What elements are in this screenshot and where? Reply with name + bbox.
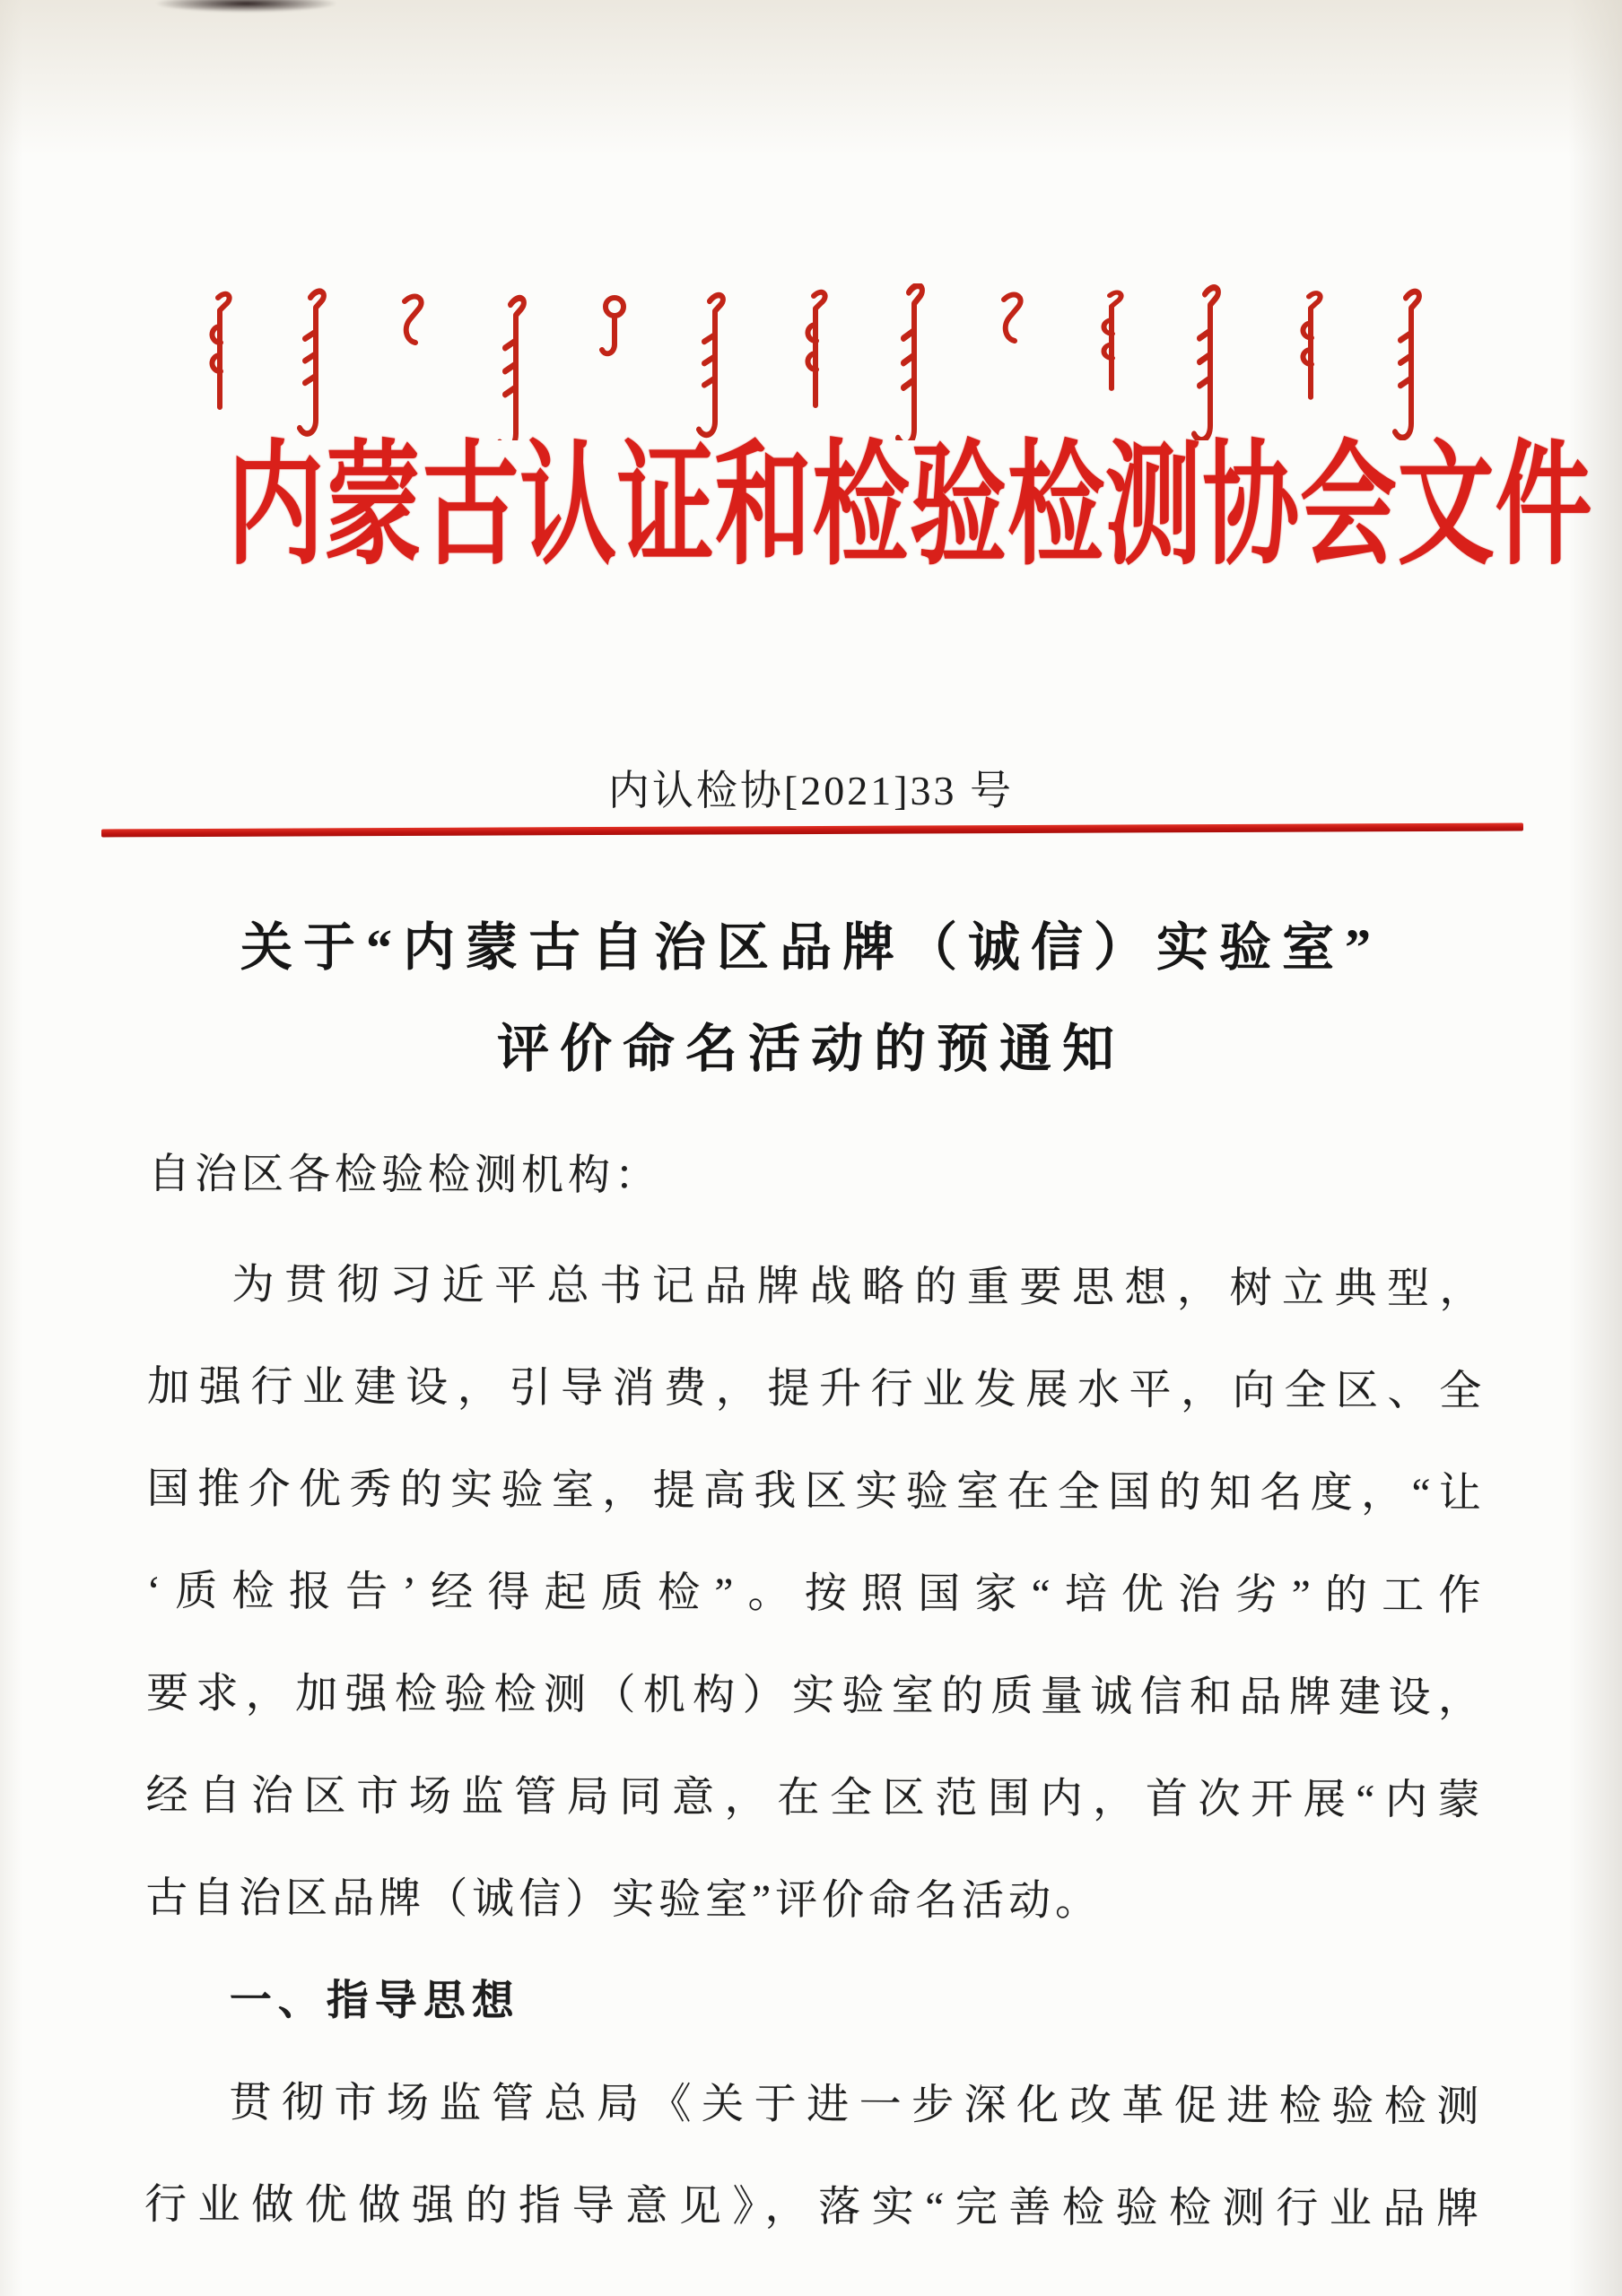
mongolian-script-glyphs <box>191 283 1429 440</box>
body-line: 古自治区品牌（诚信）实验室”评价命名活动。 <box>145 1874 1103 1926</box>
body-line: 要求，加强检验检测（机构）实验室的质量诚信和品牌建设， <box>145 1670 1486 1722</box>
red-divider-line <box>101 823 1523 838</box>
scan-artifact-smudge <box>154 0 338 13</box>
subject-line-1: 关于“内蒙古自治区品牌（诚信）实验室” <box>240 918 1382 977</box>
body-line: 加强行业建设，引导消费，提升行业发展水平，向全区、全 <box>147 1363 1487 1415</box>
doc-number: 内认检协[2021]33 号 <box>607 768 1015 813</box>
body-line: 贯彻市场监管总局《关于进一步深化改革促进检验检测 <box>229 2079 1484 2131</box>
body-line: 为贯彻习近平总书记品牌战略的重要思想，树立典型， <box>231 1261 1487 1313</box>
salutation: 自治区各检验检测机构： <box>147 1151 662 1200</box>
body-line: 国推介优秀的实验室，提高我区实验室在全国的知名度，“让 <box>146 1465 1486 1518</box>
subject-line-2: 评价命名活动的预通知 <box>496 1020 1125 1078</box>
document-body <box>144 1133 1487 2260</box>
org-title: 内蒙古认证和检验检测协会文件 <box>227 432 1593 581</box>
body-line: 行业做优做强的指导意见》，落实“完善检验检测行业品牌 <box>144 2181 1484 2233</box>
body-line: 经自治区市场监管局同意，在全区范围内，首次开展“内蒙 <box>145 1772 1485 1824</box>
section-heading: 一、指导思想 <box>229 1977 520 2025</box>
body-line: ‘质检报告’经得起质检”。按照国家“培优治劣”的工作 <box>146 1568 1486 1620</box>
mongolian-script-row <box>191 283 1429 440</box>
subject-title <box>0 897 1622 1100</box>
